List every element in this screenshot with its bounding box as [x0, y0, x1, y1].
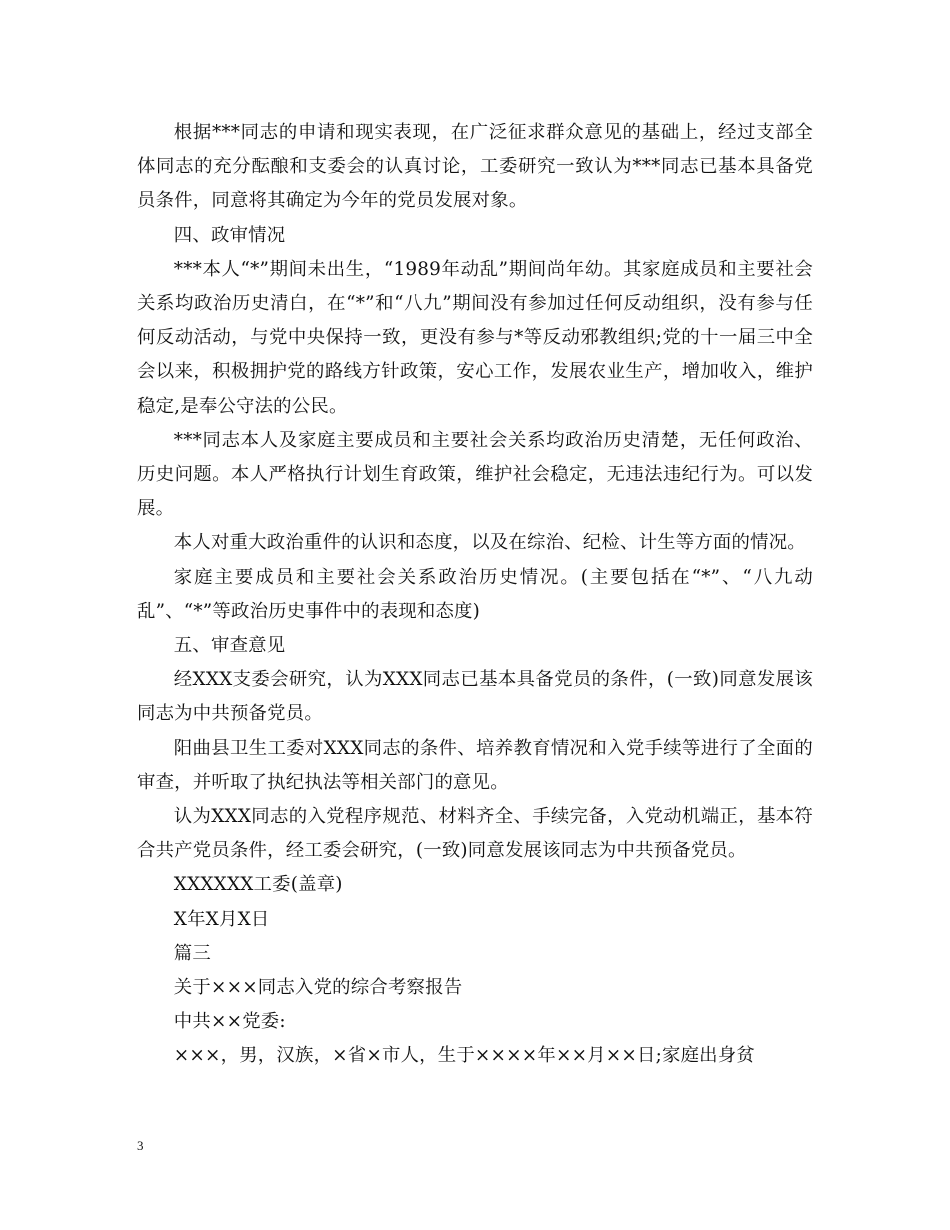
paragraph-working-committee-review: 阳曲县卫生工委对XXX同志的条件、培养教育情况和入党手续等进行了全面的审查，并听取了执纪执法等相关部门的意见。 — [137, 737, 813, 793]
section-heading-review-opinion: 五、审查意见 — [173, 635, 286, 657]
addressee-line: 中共××党委: — [173, 1011, 286, 1033]
paragraph-branch-committee-decision: 经XXX支委会研究，认为XXX同志已基本具备党员的条件，(一致)同意发展该同志为中共预备党员。 — [137, 669, 813, 725]
section-label-part-three: 篇三 — [173, 942, 211, 964]
paragraph-political-history: ***本人“*”期间未出生，“1989年动乱”期间尚年幼。其家庭成员和主要社会关系均政治历史清白，在“*”和“八九”期间没有参加过任何反动组织，没有参与任何反动活动，与党中央保持一致，更没有参与*等反动邪教组织;党的十一届三中全会以来，积极拥护党的路线方针政策，安心工作，发展农业生产，增加收入，维护稳定,是奉公守法的公民。 — [137, 258, 813, 417]
paragraph-attitude-major-events: 本人对重大政治重件的认识和态度，以及在综治、纪检、计生等方面的情况。 — [173, 532, 806, 554]
section-heading-political-review: 四、政审情况 — [173, 224, 286, 246]
page-number: 3 — [137, 1138, 144, 1153]
paragraph-final-approval: 认为XXX同志的入党程序规范、材料齐全、手续完备，入党动机端正，基本符合共产党员条件，经工委会研究，(一致)同意发展该同志为中共预备党员。 — [137, 806, 813, 862]
paragraph-family-political-history: 家庭主要成员和主要社会关系政治历史情况。(主要包括在“*”、“八九动乱”、“*”等政治历史事件中的表现和态度) — [137, 566, 813, 622]
date-line: X年X月X日 — [173, 908, 270, 930]
paragraph-family-relations: ***同志本人及家庭主要成员和主要社会关系均政治历史清楚，无任何政治、历史问题。本人严格执行计划生育政策，维护社会稳定，无违法违纪行为。可以发展。 — [137, 429, 813, 520]
document-body — [137, 116, 813, 1074]
paragraph-application-assessment: 根据***同志的申请和现实表现，在广泛征求群众意见的基础上，经过支部全体同志的充分酝酿和支委会的认真讨论，工委研究一致认为***同志已基本具备党员条件，同意将其确定为今年的党员发展对象。 — [137, 122, 813, 212]
signature-seal-line: XXXXXX工委(盖章) — [173, 874, 343, 896]
report-title: 关于×××同志入党的综合考察报告 — [173, 977, 463, 999]
paragraph-personal-details: ×××，男，汉族，×省×市人，生于××××年××月××日;家庭出身贫 — [173, 1045, 755, 1067]
